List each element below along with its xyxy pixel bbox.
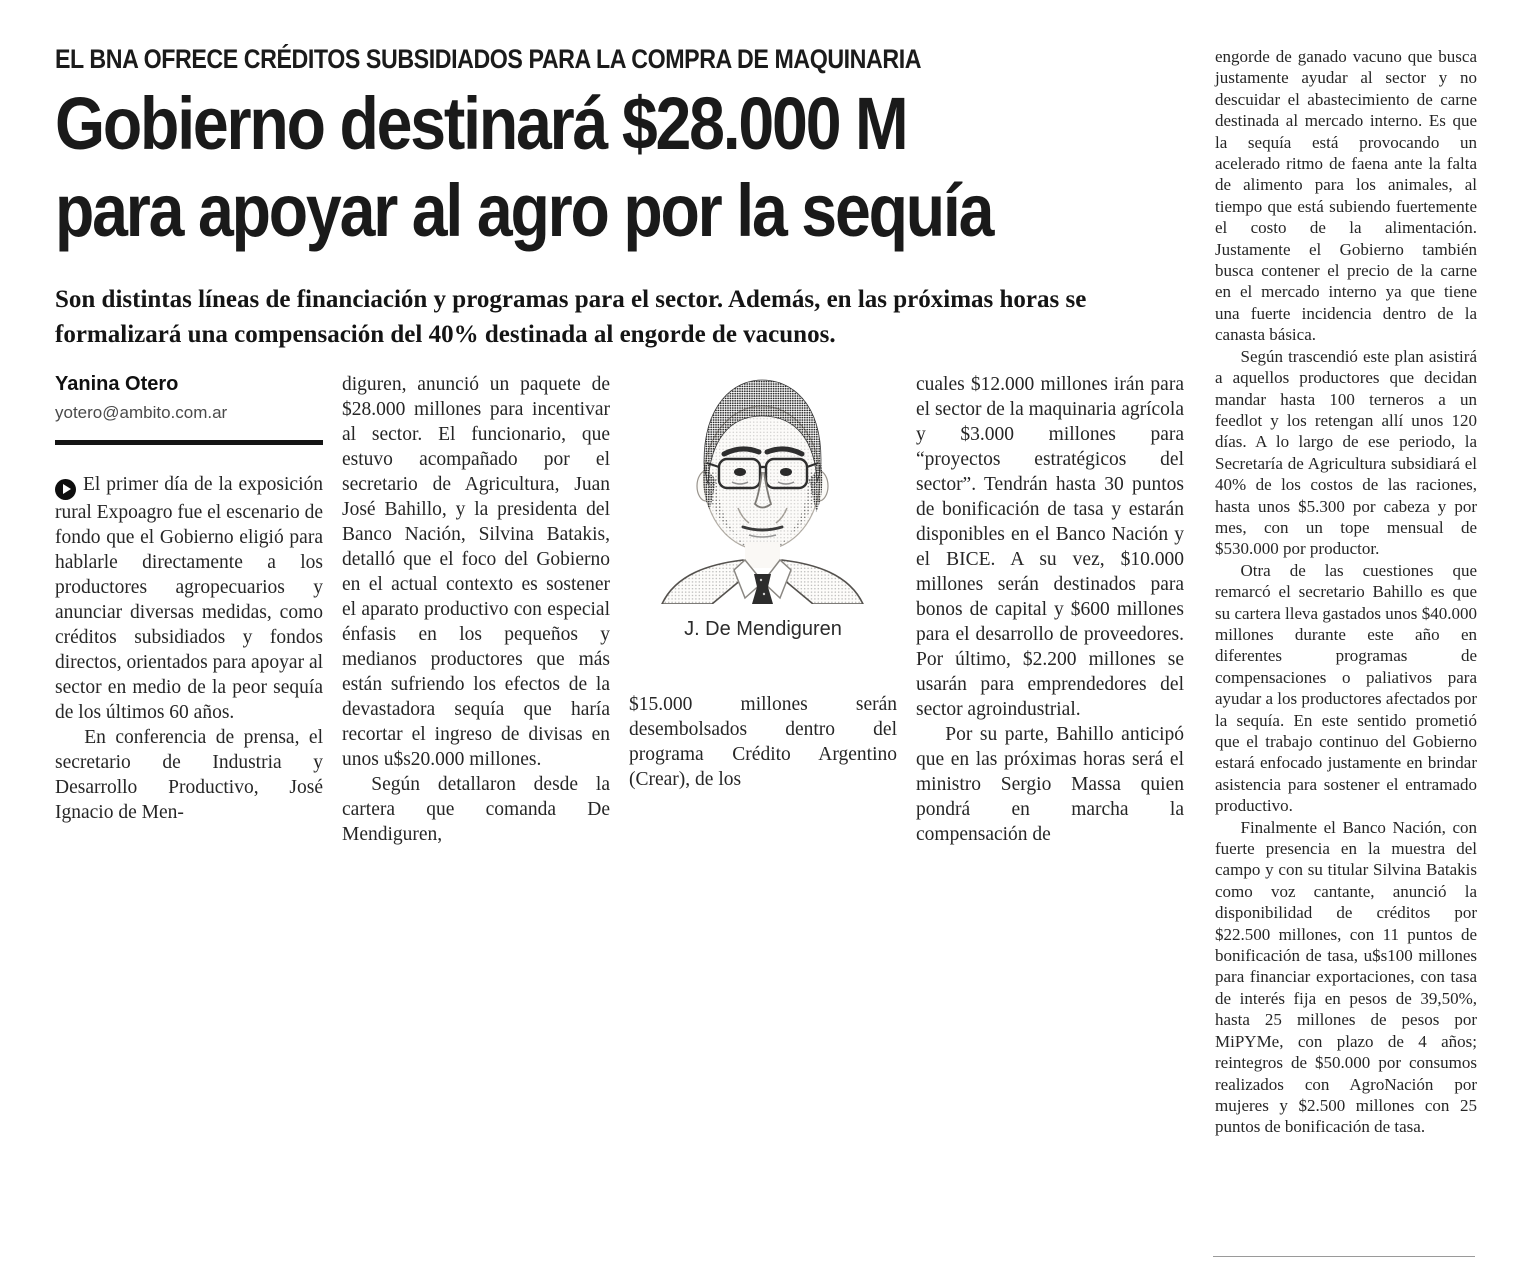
article-sidebar-column	[1215, 46, 1477, 1138]
paragraph-text: El primer día de la exposición rural Expoagro fue el escenario de fondo que el Gobierno eligió para hablarle directamente a los productores agropecuarios y anunciar diversas medidas, como créditos subsidiados y fondos directos, orientados para apoyar al sector en medio de la peor sequía de los últimos 60 años.	[55, 474, 324, 723]
portrait-caption: J. De Mendiguren	[684, 618, 842, 640]
sidebar-end-rule	[1213, 1256, 1475, 1257]
article-paragraph: Según trascendió este plan asistirá a aquellos productores que decidan mandar hasta 100 terneros a un feedlot y los retengan allí unos 120 días. A lo largo de ese periodo, la Secretaría de Agricultura subsidiará el 40% de los costos de las raciones, hasta unos $5.300 por cabeza y por mes, con un tope mensual de $530.000 por productor.	[1215, 346, 1477, 559]
article-kicker: EL BNA OFRECE CRÉDITOS SUBSIDIADOS PARA LA COMPRA DE MAQUINARIA	[55, 44, 922, 74]
article-paragraph: Otra de las cuestiones que remarcó el secretario Bahillo es que su cartera lleva gastados unos $40.000 millones durante este año en diferentes programas de compensaciones o paliativos para ayudar a los productores afectados por la sequía. En este sentido prometió que el trabajo continuo del Gobierno estará enfocado justamente en brindar asistencia para sostener el entramado productivo.	[1215, 560, 1477, 816]
headline-line: para apoyar al agro por la sequía	[55, 169, 993, 252]
article-paragraph: Finalmente el Banco Nación, con fuerte presencia en la muestra del campo y con su titular Silvina Batakis como voz cantante, anunció la disponibilidad de créditos por $22.500 millones, con 11 puntos de bonificación de tasa, u$s100 millones para financiar exportaciones, con tasa de interés fija en pesos de 39,50%, hasta 25 millones de pesos por MiPYMe, con plazo de 4 años; reintegros de $50.000 por consumos realizados con AgroNación por mujeres y $2.500 millones con 25 puntos de bonificación de tasa.	[1215, 817, 1477, 1137]
byline-email: yotero@ambito.com.ar	[55, 403, 228, 422]
article-paragraph	[55, 472, 323, 725]
article-column-1	[55, 372, 323, 825]
byline-author: Yanina Otero	[55, 373, 179, 395]
article-paragraph: Según detallaron desde la cartera que comanda De Mendiguren,	[342, 774, 610, 845]
article-column-2	[342, 372, 610, 847]
article-paragraph: $15.000 millones serán desembolsados dentro del programa Crédito Argentino (Crear), de los	[629, 694, 897, 790]
article-paragraph: cuales $12.000 millones irán para el sector de la maquinaria agrícola y $3.000 millones para “proyectos estratégicos del sector”. Tendrán hasta 30 puntos de bonificación de tasa y estarán disponibles en el Banco Nación y el BICE. A su vez, $10.000 millones serán destinados para bonos de capital y $600 millones para el desarrollo de proveedores. Por último, $2.200 millones se usarán para emprendedores del sector agroindustrial.	[916, 374, 1184, 720]
article-column-4	[916, 372, 1184, 847]
hedcut-portrait-icon	[650, 366, 876, 604]
article-paragraph: En conferencia de prensa, el secretario de Industria y Desarrollo Productivo, José Ignacio de Men-	[55, 726, 323, 823]
article-paragraph: engorde de ganado vacuno que busca justamente ayudar al sector y no descuidar el abastecimiento de carne destinada al mercado interno. Es que la sequía está provocando un acelerado ritmo de faena ante la falta de alimento para los animales, al tiempo que está subiendo fuertemente el costo de la alimentación. Justamente el Gobierno también busca contener el precio de la carne en el mercado interno ya que tiene una fuerte incidencia dentro de la canasta básica.	[1215, 47, 1477, 345]
article-deck: Son distintas líneas de financiación y programas para el sector. Además, en las próximas horas se formalizará una compensación del 40% destinada al engorde de vacunos.	[55, 286, 1087, 348]
portrait-illustration	[629, 366, 897, 642]
article-paragraph: diguren, anunció un paquete de $28.000 millones para incentivar al sector. El funcionario, que estuvo acompañado por el secretario de Agricultura, Juan José Bahillo, y la presidenta del Banco Nación, Silvina Batakis, detalló que el foco del Gobierno en el actual contexto es sostener el aparato productivo con especial énfasis en los pequeños y medianos productores que más están sufriendo los efectos de la devastadora sequía que haría recortar el ingreso de divisas en unos u$s20.000 millones.	[342, 374, 610, 770]
byline-rule	[55, 440, 323, 445]
article-paragraph: Por su parte, Bahillo anticipó que en las próximas horas será el ministro Sergio Massa quien pondrá en marcha la compensación de	[916, 724, 1184, 845]
play-icon	[55, 479, 76, 500]
article-column-3	[629, 366, 897, 792]
headline-line: Gobierno destinará $28.000 M	[55, 82, 907, 165]
article-headline	[55, 80, 992, 254]
